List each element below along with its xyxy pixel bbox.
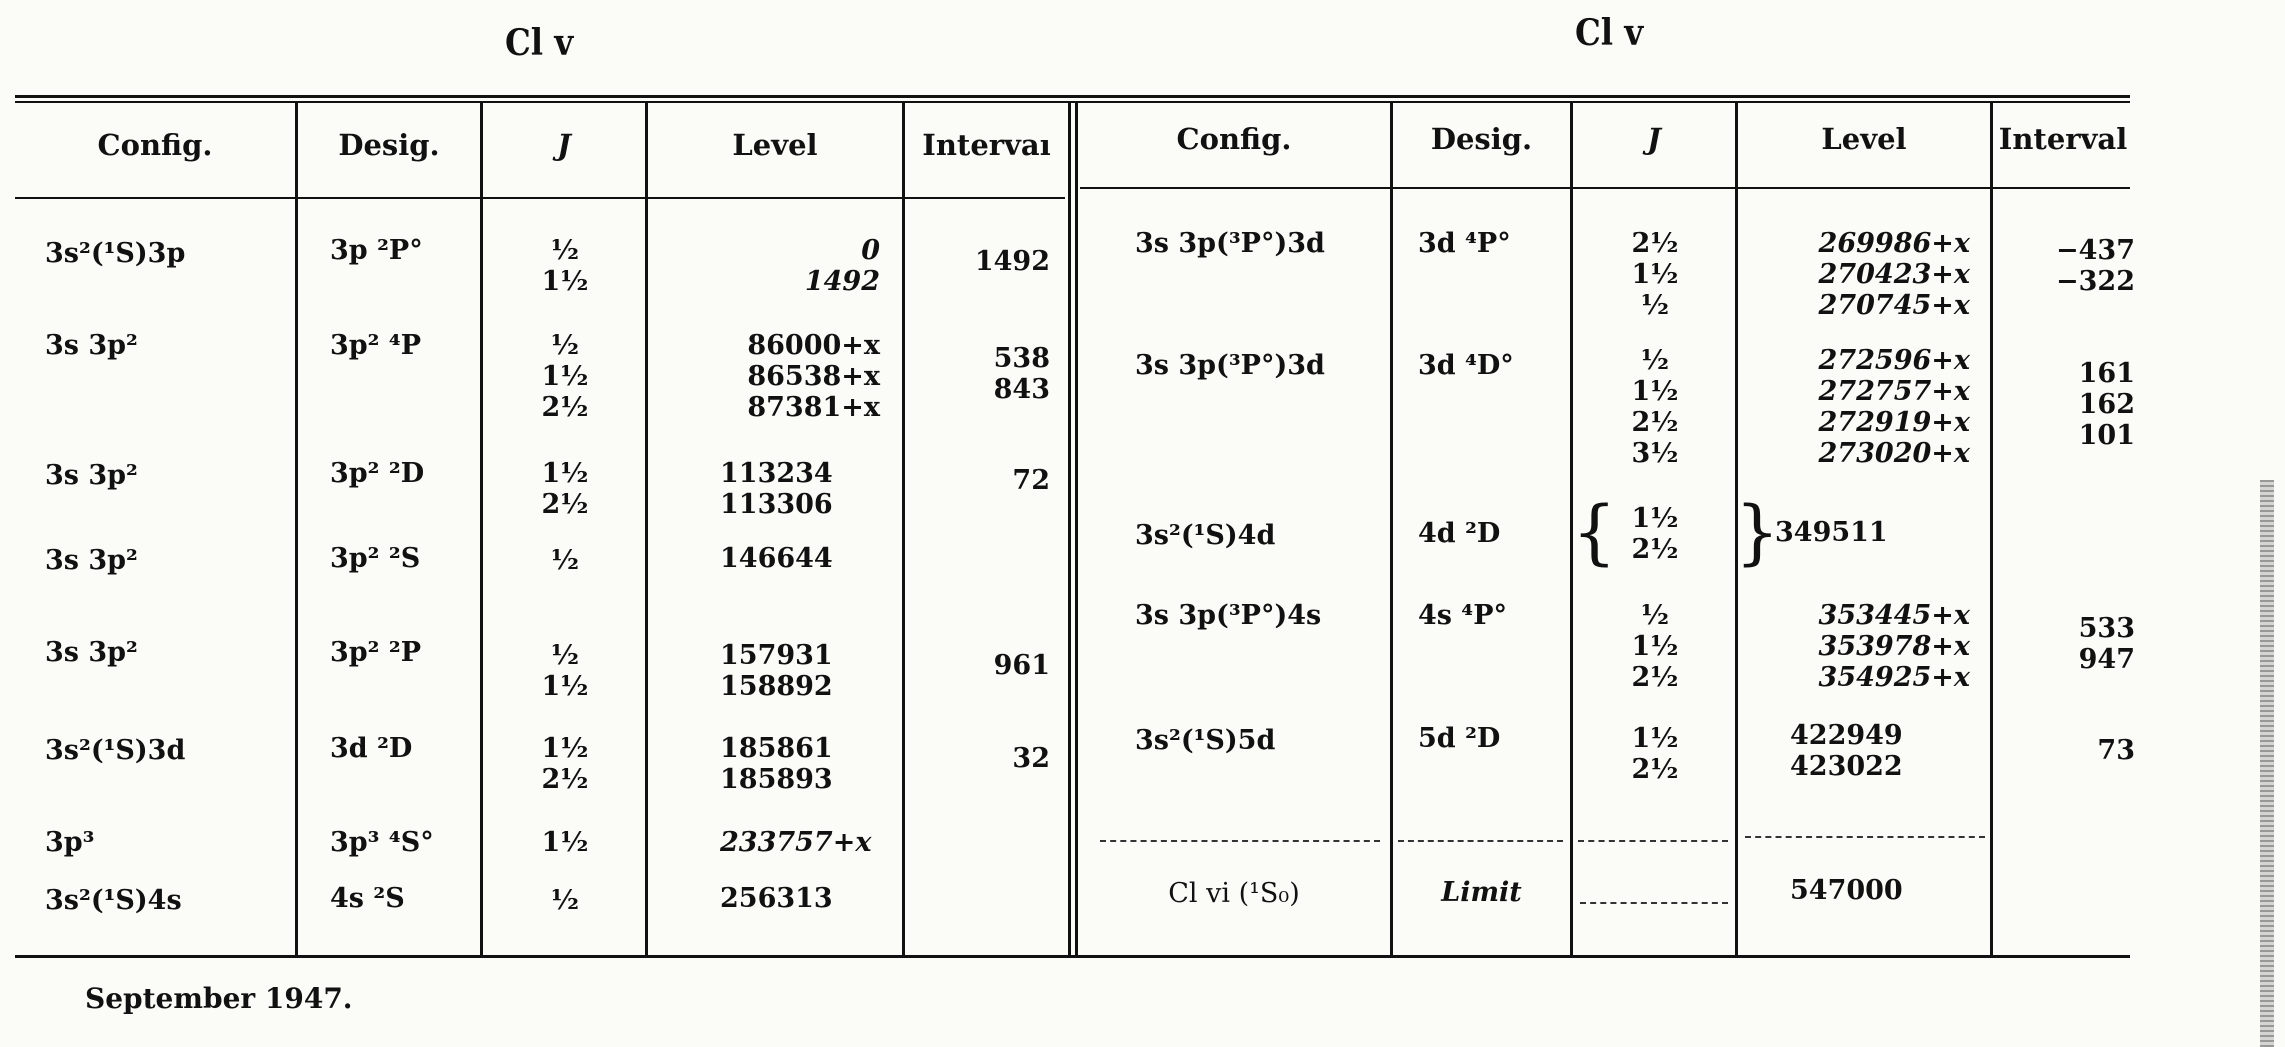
left-header-desig: Desig. <box>338 128 440 162</box>
left-header-rule <box>15 197 1065 199</box>
left-row-5-j: 1½ 2½ <box>541 733 589 795</box>
left-row-1-desig: 3p² ⁴P <box>330 330 422 361</box>
left-row-4-desig: 3p² ²P <box>330 637 422 668</box>
left-row-7-desig: 4s ²S <box>330 883 405 914</box>
left-row-4-level: 157931 158892 <box>720 640 833 702</box>
right-row-1-desig: 3d ⁴D° <box>1418 350 1514 381</box>
left-header-level: Level <box>732 128 818 162</box>
right-header-j: J <box>1647 122 1661 156</box>
top-rule-1 <box>15 95 2130 98</box>
right-row-3-desig: 4s ⁴P° <box>1418 600 1508 631</box>
left-row-2-interval: 72 <box>1012 465 1050 496</box>
left-row-6-level: 233757+x <box>720 827 872 858</box>
limit-row-level: 547000 <box>1790 875 1903 906</box>
left-row-0-interval: 1492 <box>974 246 1050 277</box>
left-row-4-config: 3s 3p² <box>45 637 138 668</box>
right-header-desig: Desig. <box>1430 122 1533 156</box>
right-row-4-interval: 73 <box>2097 735 2135 766</box>
left-row-1-interval: 538 843 <box>993 343 1050 405</box>
left-row-6-j: 1½ <box>541 827 589 858</box>
right-brace: } <box>1735 491 1780 573</box>
right-row-4-j: 1½ 2½ <box>1631 723 1679 785</box>
left-header-interval: Intervaı <box>922 128 1051 162</box>
left-brace: { <box>1572 491 1617 573</box>
left-header-config: Config. <box>97 128 213 162</box>
right-header-rule <box>1080 187 2130 189</box>
left-row-5-level: 185861 185893 <box>720 733 833 795</box>
left-row-5-interval: 32 <box>1012 743 1050 774</box>
left-row-4-j: ½ 1½ <box>541 640 589 702</box>
right-row-2-level: 349511 <box>1775 517 1888 548</box>
left-row-5-config: 3s²(¹S)3d <box>45 735 186 766</box>
left-row-6-desig: 3p³ ⁴S° <box>330 827 434 858</box>
scan-edge <box>2260 480 2274 1047</box>
right-row-2-config: 3s²(¹S)4d <box>1135 520 1276 551</box>
right-row-0-desig: 3d ⁴P° <box>1418 228 1511 259</box>
left-row-1-j: ½ 1½ 2½ <box>541 330 589 423</box>
right-row-1-j: ½ 1½ 2½ 3½ <box>1631 345 1679 469</box>
left-row-0-desig: 3p ²P° <box>330 235 423 266</box>
right-row-3-level: 353445+x 353978+x 354925+x <box>1818 600 1970 693</box>
left-row-3-level: 146644 <box>720 543 833 574</box>
dashed-rule <box>1745 836 1985 838</box>
divider-rule <box>1068 103 1071 955</box>
right-header-interval: Interval <box>1998 122 2128 156</box>
right-row-2-desig: 4d ²D <box>1418 518 1501 549</box>
right-row-0-interval: −437 −322 <box>2056 235 2135 297</box>
right-row-3-config: 3s 3p(³P°)4s <box>1135 600 1322 631</box>
right-row-1-interval: 161 162 101 <box>2078 358 2135 451</box>
col-rule <box>295 103 298 955</box>
right-row-1-level: 272596+x 272757+x 272919+x 273020+x <box>1818 345 1970 469</box>
left-row-4-interval: 961 <box>993 650 1050 681</box>
right-header-level: Level <box>1821 122 1907 156</box>
dashed-rule <box>1398 840 1563 842</box>
left-row-2-level: 113234 113306 <box>720 458 833 520</box>
left-row-7-j: ½ <box>550 885 580 916</box>
right-table-title: Cl v <box>1575 12 1644 54</box>
right-row-4-desig: 5d ²D <box>1418 723 1501 754</box>
left-row-2-j: 1½ 2½ <box>541 458 589 520</box>
dashed-rule <box>1580 902 1728 904</box>
left-row-7-level: 256313 <box>720 883 833 914</box>
left-row-3-j: ½ <box>550 545 580 576</box>
dashed-rule <box>1578 840 1728 842</box>
right-row-4-config: 3s²(¹S)5d <box>1135 725 1276 756</box>
col-rule <box>480 103 483 955</box>
left-row-2-desig: 3p² ²D <box>330 458 425 489</box>
right-row-2-j: 1½ 2½ <box>1631 503 1679 565</box>
limit-row-desig: Limit <box>1441 877 1522 908</box>
left-row-0-j: ½ 1½ <box>541 235 589 297</box>
left-row-0-level: 0 1492 <box>804 235 880 297</box>
right-row-4-level: 422949 423022 <box>1790 720 1903 782</box>
right-row-0-config: 3s 3p(³P°)3d <box>1135 228 1325 259</box>
right-header-config: Config. <box>1176 122 1292 156</box>
right-row-1-config: 3s 3p(³P°)3d <box>1135 350 1325 381</box>
left-row-0-config: 3s²(¹S)3p <box>45 238 186 269</box>
footnote-date: September 1947. <box>85 982 353 1015</box>
right-row-0-level: 269986+x 270423+x 270745+x <box>1818 228 1970 321</box>
left-row-1-config: 3s 3p² <box>45 330 138 361</box>
right-row-3-interval: 533 947 <box>2078 613 2135 675</box>
divider-rule <box>1075 103 1078 955</box>
left-row-3-desig: 3p² ²S <box>330 543 421 574</box>
dashed-rule <box>1100 840 1380 842</box>
bottom-rule <box>15 955 2130 958</box>
left-row-5-desig: 3d ²D <box>330 733 413 764</box>
left-row-7-config: 3s²(¹S)4s <box>45 885 182 916</box>
left-table-title: Cl v <box>505 22 574 64</box>
left-row-2-config: 3s 3p² <box>45 460 138 491</box>
col-rule <box>1390 103 1393 955</box>
limit-row-config: Cl vi (¹S₀) <box>1168 878 1300 909</box>
left-header-j: J <box>557 128 571 162</box>
col-rule <box>902 103 905 955</box>
top-rule-2 <box>15 101 2130 103</box>
col-rule <box>645 103 648 955</box>
left-row-6-config: 3p³ <box>45 827 95 858</box>
left-row-3-config: 3s 3p² <box>45 545 138 576</box>
left-row-1-level: 86000+x 86538+x 87381+x <box>747 330 880 423</box>
right-row-3-j: ½ 1½ 2½ <box>1631 600 1679 693</box>
right-row-0-j: 2½ 1½ ½ <box>1631 228 1679 321</box>
col-rule <box>1990 103 1993 955</box>
